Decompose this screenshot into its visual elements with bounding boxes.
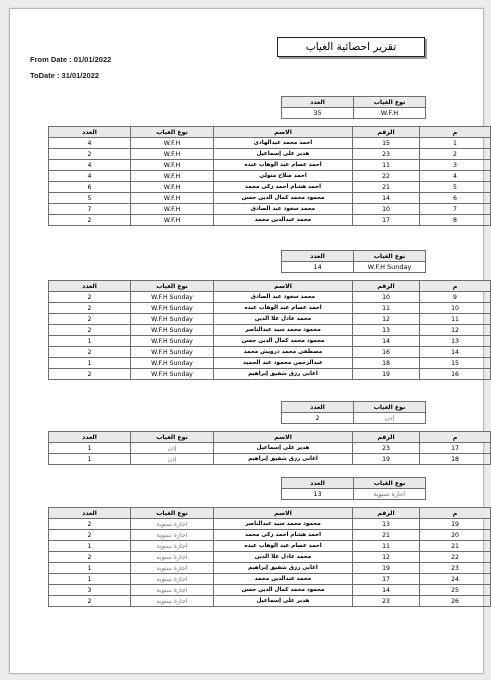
to-date: ToDate : 31/01/2022	[30, 71, 100, 80]
row-count: 4	[49, 160, 131, 171]
row-number: 10	[353, 204, 420, 215]
summary-count-header: العدد	[282, 251, 354, 262]
row-serial: 17	[420, 443, 491, 454]
row-name: محمد سعود عبد الصادق	[214, 292, 353, 303]
table-row	[49, 303, 491, 314]
row-number: 18	[353, 358, 420, 369]
table-row	[49, 138, 491, 149]
summary-total: 14	[282, 262, 354, 273]
table-row	[49, 530, 491, 541]
row-count: 1	[49, 358, 131, 369]
row-name: محمد عبدالدين محمد	[214, 215, 353, 226]
row-name: محمود محمد كمال الدين حسن	[214, 193, 353, 204]
row-number: 14	[353, 193, 420, 204]
row-serial: 1	[420, 138, 491, 149]
from-date: From Date : 01/01/2022	[30, 55, 112, 64]
row-name: اغابى رزق شفيق إبراهيم	[214, 369, 353, 380]
row-serial: 20	[420, 530, 491, 541]
table-row	[49, 292, 491, 303]
row-type: اجازة سنوية	[131, 530, 214, 541]
row-type: W.F.H	[131, 182, 214, 193]
row-count: 1	[49, 336, 131, 347]
row-type: W.F.H	[131, 193, 214, 204]
row-number: 23	[353, 596, 420, 607]
name-header: الاسم	[214, 508, 353, 519]
row-type: W.F.H Sunday	[131, 325, 214, 336]
row-count: 2	[49, 215, 131, 226]
row-name: محمد عادل علا الدين	[214, 314, 353, 325]
row-type: اجازة سنوية	[131, 574, 214, 585]
row-type: W.F.H	[131, 138, 214, 149]
group-summary-table	[281, 96, 426, 119]
row-number: 11	[353, 541, 420, 552]
group-summary-table	[281, 401, 426, 424]
serial-header: م	[420, 432, 491, 443]
row-count: 7	[49, 204, 131, 215]
count-header: العدد	[49, 127, 131, 138]
table-row	[49, 336, 491, 347]
row-type: W.F.H Sunday	[131, 303, 214, 314]
row-type: W.F.H Sunday	[131, 292, 214, 303]
row-type: W.F.H	[131, 160, 214, 171]
row-number: 22	[353, 171, 420, 182]
row-number: 13	[353, 325, 420, 336]
table-row	[49, 193, 491, 204]
row-count: 1	[49, 443, 131, 454]
row-count: 2	[49, 292, 131, 303]
row-count: 2	[49, 347, 131, 358]
summary-type: W.F.H Sunday	[354, 262, 426, 273]
row-count: 4	[49, 171, 131, 182]
summary-count-header: العدد	[282, 97, 354, 108]
table-row	[49, 443, 491, 454]
table-row	[49, 369, 491, 380]
row-type: اجازة سنوية	[131, 585, 214, 596]
serial-header: م	[420, 508, 491, 519]
table-row	[49, 541, 491, 552]
row-number: 23	[353, 149, 420, 160]
table-row	[49, 325, 491, 336]
name-header: الاسم	[214, 281, 353, 292]
summary-total: 13	[282, 489, 354, 500]
row-serial: 13	[420, 336, 491, 347]
row-count: 1	[49, 454, 131, 465]
row-serial: 2	[420, 149, 491, 160]
row-name: محمود محمد سيد عبدالناصر	[214, 325, 353, 336]
row-count: 2	[49, 325, 131, 336]
group-detail-table	[48, 280, 491, 380]
row-name: هدير على إسماعيل	[214, 596, 353, 607]
row-count: 2	[49, 552, 131, 563]
row-count: 6	[49, 182, 131, 193]
row-number: 11	[353, 160, 420, 171]
row-serial: 12	[420, 325, 491, 336]
row-name: مصطفى محمد درويش محمد	[214, 347, 353, 358]
row-serial: 15	[420, 358, 491, 369]
row-count: 5	[49, 193, 131, 204]
row-number: 15	[353, 138, 420, 149]
row-type: W.F.H Sunday	[131, 314, 214, 325]
row-number: 16	[353, 347, 420, 358]
summary-count-header: العدد	[282, 402, 354, 413]
row-type: اجازة سنوية	[131, 541, 214, 552]
table-row	[49, 454, 491, 465]
row-number: 11	[353, 303, 420, 314]
row-name: احمد عصام عبد الوهاب عبده	[214, 160, 353, 171]
row-type: اجازة سنوية	[131, 596, 214, 607]
number-header: الرقم	[353, 508, 420, 519]
row-serial: 14	[420, 347, 491, 358]
row-number: 21	[353, 182, 420, 193]
row-serial: 18	[420, 454, 491, 465]
row-type: W.F.H	[131, 215, 214, 226]
row-serial: 5	[420, 182, 491, 193]
row-name: احمد صلاح متولى	[214, 171, 353, 182]
summary-type-header: نوع الغياب	[354, 402, 426, 413]
summary-type: W.F.H	[354, 108, 426, 119]
row-name: محمود محمد سيد عبدالناصر	[214, 519, 353, 530]
row-serial: 9	[420, 292, 491, 303]
group-summary-table	[281, 250, 426, 273]
row-type: إذن	[131, 443, 214, 454]
row-type: اجازة سنوية	[131, 519, 214, 530]
row-number: 21	[353, 530, 420, 541]
row-type: إذن	[131, 454, 214, 465]
row-serial: 10	[420, 303, 491, 314]
row-type: اجازة سنوية	[131, 552, 214, 563]
row-number: 19	[353, 369, 420, 380]
row-count: 1	[49, 563, 131, 574]
row-serial: 3	[420, 160, 491, 171]
row-count: 2	[49, 369, 131, 380]
count-header: العدد	[49, 281, 131, 292]
row-serial: 8	[420, 215, 491, 226]
table-row	[49, 204, 491, 215]
summary-total: 2	[282, 413, 354, 424]
row-serial: 25	[420, 585, 491, 596]
number-header: الرقم	[353, 127, 420, 138]
row-serial: 23	[420, 563, 491, 574]
serial-header: م	[420, 281, 491, 292]
row-serial: 7	[420, 204, 491, 215]
row-serial: 6	[420, 193, 491, 204]
table-row	[49, 182, 491, 193]
row-type: W.F.H Sunday	[131, 347, 214, 358]
row-type: W.F.H	[131, 204, 214, 215]
table-row	[49, 171, 491, 182]
row-number: 14	[353, 336, 420, 347]
row-name: محمد عادل علا الدين	[214, 552, 353, 563]
row-name: احمد عصام عبد الوهاب عبده	[214, 303, 353, 314]
row-count: 2	[49, 303, 131, 314]
row-name: محمد سعود عبد الصادق	[214, 204, 353, 215]
summary-total: 35	[282, 108, 354, 119]
number-header: الرقم	[353, 432, 420, 443]
row-name: احمد محمد عبدالهادى	[214, 138, 353, 149]
table-row	[49, 519, 491, 530]
row-name: احمد هشام احمد زكى محمد	[214, 182, 353, 193]
row-count: 2	[49, 596, 131, 607]
table-row	[49, 160, 491, 171]
summary-type-header: نوع الغياب	[354, 478, 426, 489]
summary-type: إذن	[354, 413, 426, 424]
group-summary-table	[281, 477, 426, 500]
row-count: 2	[49, 314, 131, 325]
row-number: 19	[353, 563, 420, 574]
table-row	[49, 563, 491, 574]
type-header: نوع الغياب	[131, 432, 214, 443]
row-type: W.F.H	[131, 149, 214, 160]
name-header: الاسم	[214, 127, 353, 138]
row-number: 13	[353, 519, 420, 530]
row-serial: 26	[420, 596, 491, 607]
row-count: 2	[49, 530, 131, 541]
row-number: 10	[353, 292, 420, 303]
row-name: احمد هشام احمد زكى محمد	[214, 530, 353, 541]
table-row	[49, 149, 491, 160]
group-detail-table	[48, 431, 491, 465]
row-name: محمد عبدالدين محمد	[214, 574, 353, 585]
row-name: هدير على إسماعيل	[214, 149, 353, 160]
row-count: 1	[49, 541, 131, 552]
row-number: 19	[353, 454, 420, 465]
row-name: عبدالرحمن محمود عبد الحميد	[214, 358, 353, 369]
row-number: 12	[353, 552, 420, 563]
type-header: نوع الغياب	[131, 127, 214, 138]
row-serial: 4	[420, 171, 491, 182]
table-row	[49, 215, 491, 226]
row-number: 23	[353, 443, 420, 454]
row-serial: 24	[420, 574, 491, 585]
table-row	[49, 574, 491, 585]
row-number: 14	[353, 585, 420, 596]
row-serial: 11	[420, 314, 491, 325]
summary-type-header: نوع الغياب	[354, 97, 426, 108]
serial-header: م	[420, 127, 491, 138]
row-name: احمد عصام عبد الوهاب عبده	[214, 541, 353, 552]
row-number: 17	[353, 215, 420, 226]
row-serial: 19	[420, 519, 491, 530]
row-name: محمود محمد كمال الدين حسن	[214, 336, 353, 347]
name-header: الاسم	[214, 432, 353, 443]
table-row	[49, 314, 491, 325]
group-detail-table	[48, 126, 491, 226]
row-count: 4	[49, 138, 131, 149]
table-row	[49, 358, 491, 369]
row-serial: 22	[420, 552, 491, 563]
row-name: هدير على إسماعيل	[214, 443, 353, 454]
row-type: W.F.H Sunday	[131, 369, 214, 380]
summary-count-header: العدد	[282, 478, 354, 489]
row-serial: 21	[420, 541, 491, 552]
row-type: اجازة سنوية	[131, 563, 214, 574]
row-count: 1	[49, 574, 131, 585]
summary-type-header: نوع الغياب	[354, 251, 426, 262]
row-type: W.F.H	[131, 171, 214, 182]
row-count: 3	[49, 585, 131, 596]
row-name: محمود محمد كمال الدين حسن	[214, 585, 353, 596]
summary-type: اجازة سنوية	[354, 489, 426, 500]
type-header: نوع الغياب	[131, 508, 214, 519]
row-count: 2	[49, 519, 131, 530]
table-row	[49, 347, 491, 358]
table-row	[49, 596, 491, 607]
count-header: العدد	[49, 432, 131, 443]
count-header: العدد	[49, 508, 131, 519]
table-row	[49, 585, 491, 596]
row-name: اغابى رزق شفيق إبراهيم	[214, 563, 353, 574]
row-serial: 16	[420, 369, 491, 380]
row-count: 2	[49, 149, 131, 160]
row-type: W.F.H Sunday	[131, 358, 214, 369]
group-detail-table	[48, 507, 491, 607]
number-header: الرقم	[353, 281, 420, 292]
row-number: 12	[353, 314, 420, 325]
row-type: W.F.H Sunday	[131, 336, 214, 347]
row-number: 17	[353, 574, 420, 585]
type-header: نوع الغياب	[131, 281, 214, 292]
report-title: تقرير احصائية الغياب	[277, 37, 425, 57]
row-name: اغابى رزق شفيق إبراهيم	[214, 454, 353, 465]
table-row	[49, 552, 491, 563]
